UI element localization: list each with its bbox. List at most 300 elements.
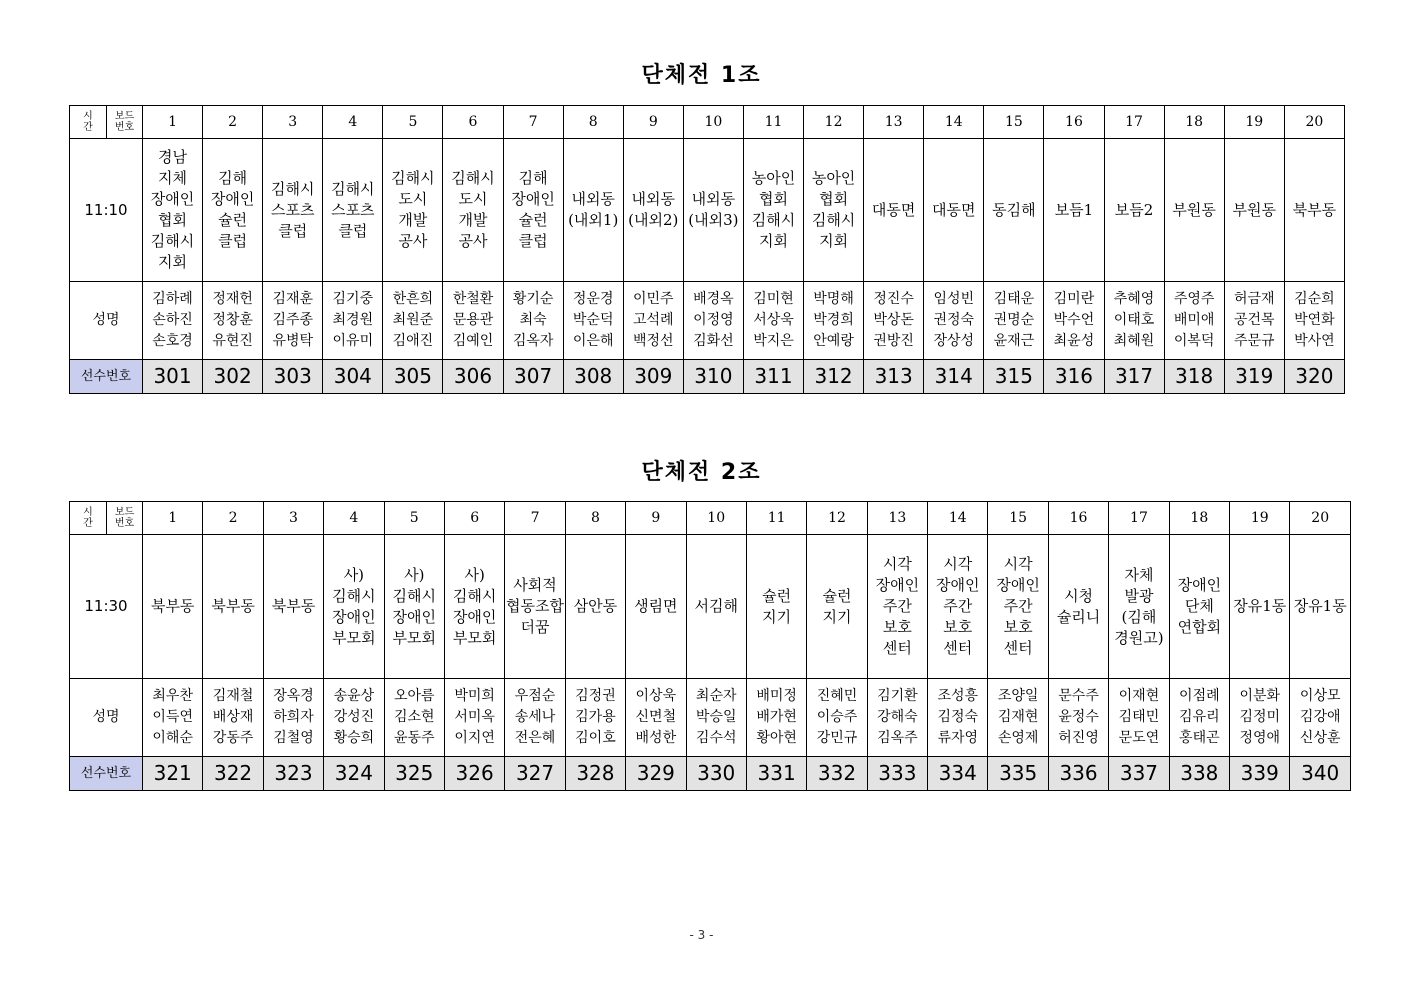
player-number-text: 330 [697, 761, 736, 785]
player-number [683, 360, 743, 394]
player-number [623, 360, 683, 394]
player-number-text: 302 [213, 364, 252, 388]
player-names-row [70, 679, 1351, 757]
player-names-text: 김정권 김가용 김이호 [575, 688, 616, 746]
player-names [563, 282, 623, 360]
board-number [1284, 106, 1344, 139]
player-names [1104, 282, 1164, 360]
team-name-text: 장애인 단체 연합회 [1177, 576, 1222, 636]
team-name-text: 김해시 도시 개발 공사 [391, 169, 435, 250]
board-number-text: 1 [168, 509, 178, 526]
player-names [383, 282, 443, 360]
team-name [383, 139, 443, 282]
player-number-text: 337 [1119, 761, 1159, 785]
player-number-text: 314 [934, 364, 973, 388]
player-number [383, 360, 443, 394]
board-number [743, 106, 803, 139]
player-number [988, 757, 1048, 791]
board-number [807, 502, 867, 535]
player-names-text: 이재현 김태민 문도연 [1118, 688, 1160, 746]
team-row [70, 139, 1345, 282]
team-row [70, 535, 1351, 679]
player-names-text: 조양일 김재현 손영제 [997, 688, 1039, 746]
board-number-text: 19 [1250, 509, 1269, 526]
team-name-text: 슐런 지기 [762, 586, 792, 626]
player-number [263, 360, 323, 394]
player-number-text: 325 [395, 761, 434, 785]
player-names-text: 김하례 손하진 손호경 [152, 291, 193, 349]
time-header-label: 시 간 [70, 502, 107, 534]
board-number [683, 106, 743, 139]
board-number [623, 106, 683, 139]
board-number [383, 106, 443, 139]
team-name-text: 김해시 스포츠 클럽 [331, 179, 375, 240]
corner-cell [70, 106, 143, 139]
player-names [503, 282, 563, 360]
player-number [686, 757, 746, 791]
team-name-text: 내외동 (내외3) [688, 190, 739, 229]
player-number-text: 309 [634, 364, 673, 388]
board-number [565, 502, 625, 535]
team-name [928, 535, 988, 679]
player-names-text: 한철환 문용관 김예인 [452, 291, 494, 349]
player-number [384, 757, 444, 791]
player-names [1290, 679, 1351, 757]
group-2-title: 단체전 2조 [641, 460, 762, 485]
player-number [626, 757, 686, 791]
board-number [563, 106, 623, 139]
board-number [263, 502, 323, 535]
player-number-text: 317 [1114, 364, 1154, 388]
player-number [746, 757, 806, 791]
player-number [1048, 757, 1108, 791]
board-number [143, 106, 203, 139]
team-name-text: 북부동 [271, 597, 316, 615]
board-number-text: 16 [1069, 509, 1088, 526]
board-number-text: 9 [651, 509, 661, 526]
board-number-text: 9 [648, 113, 658, 130]
player-names [686, 679, 746, 757]
player-number-text: 318 [1175, 364, 1214, 388]
player-names-text: 장옥경 하희자 김철영 [273, 688, 314, 746]
board-number [867, 502, 927, 535]
team-name-text: 보듬2 [1114, 200, 1154, 219]
team-name-text: 자체 발광 (김해 경원고) [1114, 565, 1164, 647]
player-names [807, 679, 867, 757]
board-number-text: 18 [1185, 113, 1204, 130]
team-name-text: 시각 장애인 주간 보호 센터 [936, 555, 980, 657]
player-number-text: 304 [333, 364, 372, 388]
board-number-text: 13 [888, 509, 907, 526]
player-names-text: 이상모 김강애 신상훈 [1299, 688, 1341, 746]
board-number-text: 10 [707, 509, 726, 526]
player-number-text: 310 [694, 364, 733, 388]
team-name-text: 삼안동 [573, 597, 618, 615]
team-name-text: 사) 김해시 장애인 부모회 [452, 565, 497, 647]
player-number [1109, 757, 1169, 791]
board-number-text: 20 [1305, 113, 1324, 130]
start-time: 11:10 [70, 139, 143, 282]
player-names-text: 최순자 박승일 김수석 [695, 688, 737, 746]
player-names-text: 이분화 김정미 정영애 [1239, 688, 1281, 746]
team-name [924, 139, 984, 282]
player-number-text: 313 [874, 364, 913, 388]
team-name [143, 139, 203, 282]
player-names [924, 282, 984, 360]
player-names-text: 최우찬 이득연 이해순 [152, 688, 193, 746]
board-number-text: 2 [228, 113, 238, 130]
team-name-text: 사회적 협동조합 더꿈 [506, 576, 565, 636]
player-names [384, 679, 444, 757]
player-names-text: 허금재 공건목 주문규 [1233, 291, 1275, 349]
time-header-label: 시 간 [70, 106, 107, 138]
board-number [203, 502, 263, 535]
team-name-text: 김해 장애인 슐런 클럽 [210, 169, 255, 250]
player-names [988, 679, 1048, 757]
group-1-table [69, 105, 1345, 394]
board-number-text: 3 [289, 509, 298, 526]
player-number [984, 360, 1044, 394]
team-name [743, 139, 803, 282]
team-name [1169, 535, 1229, 679]
board-number-text: 12 [828, 509, 846, 526]
team-name [505, 535, 565, 679]
player-number [563, 360, 623, 394]
board-number-text: 4 [348, 113, 358, 130]
player-names-text: 한흔희 최원준 김애진 [392, 291, 434, 349]
team-name [143, 535, 203, 679]
team-name [263, 535, 323, 679]
player-number-text: 319 [1235, 364, 1274, 388]
board-number [203, 106, 263, 139]
board-number-text: 14 [948, 509, 967, 526]
player-number-text: 323 [274, 761, 313, 785]
board-number-text: 15 [1009, 509, 1028, 526]
player-names [263, 282, 323, 360]
team-name-text: 북부동 [1292, 200, 1337, 219]
board-number [323, 106, 383, 139]
board-header-label: 보드 번호 [114, 507, 135, 529]
team-name [1224, 139, 1284, 282]
team-name [565, 535, 625, 679]
board-number-text: 15 [1004, 113, 1023, 130]
board-number-text: 5 [409, 509, 419, 526]
board-number-text: 14 [944, 113, 963, 130]
player-names-text: 임성빈 권정숙 장상성 [933, 291, 975, 349]
board-number-text: 17 [1130, 509, 1148, 526]
board-number-text: 11 [767, 509, 786, 526]
board-header-row [70, 106, 1345, 139]
board-number [1290, 502, 1351, 535]
player-number-text: 335 [999, 761, 1038, 785]
board-number [686, 502, 746, 535]
board-number-text: 11 [764, 113, 783, 130]
team-name [324, 535, 384, 679]
player-number-text: 307 [514, 364, 553, 388]
board-number [263, 106, 323, 139]
board-number-text: 1 [168, 113, 177, 130]
player-number-text: 336 [1059, 761, 1098, 785]
player-names-row [70, 282, 1345, 360]
team-name-text: 사) 김해시 장애인 부모회 [332, 565, 376, 647]
board-number [1048, 502, 1108, 535]
team-name [563, 139, 623, 282]
team-name-text: 농아인 협회 김해시 지회 [811, 169, 856, 250]
team-name-text: 장유1동 [1293, 597, 1347, 615]
board-number-text: 18 [1190, 509, 1209, 526]
player-number [1284, 360, 1344, 394]
board-number [1230, 502, 1290, 535]
team-name [503, 139, 563, 282]
team-name [683, 139, 743, 282]
board-number [924, 106, 984, 139]
player-names [1048, 679, 1108, 757]
player-number-row [70, 360, 1345, 394]
player-names-text: 김기환 강해숙 김옥주 [877, 688, 918, 746]
player-names-text: 김순희 박연화 박사연 [1294, 291, 1335, 349]
name-row-label: 성명 [70, 282, 143, 360]
player-names-text: 김재철 배상재 강동주 [212, 688, 254, 746]
board-number-text: 6 [468, 113, 478, 130]
player-names-text: 정운경 박순덕 이은해 [572, 291, 614, 349]
board-number-text: 4 [349, 509, 359, 526]
player-names [203, 679, 263, 757]
board-number [1044, 106, 1104, 139]
team-name [807, 535, 867, 679]
player-number-text: 340 [1301, 761, 1340, 785]
team-name [444, 535, 504, 679]
team-name-text: 농아인 협회 김해시 지회 [751, 169, 796, 250]
player-names [263, 679, 323, 757]
board-header-row [70, 502, 1351, 535]
board-number [505, 502, 565, 535]
player-number [203, 757, 263, 791]
player-number-text: 328 [576, 761, 615, 785]
player-number [444, 757, 504, 791]
player-names [1164, 282, 1224, 360]
board-number [444, 502, 504, 535]
player-names-text: 주영주 배미애 이복덕 [1173, 291, 1215, 349]
team-name [864, 139, 924, 282]
team-name [384, 535, 444, 679]
player-names-text: 이점례 김유리 홍태곤 [1179, 688, 1220, 746]
player-number-text: 301 [153, 364, 192, 388]
player-names [928, 679, 988, 757]
board-number-text: 19 [1245, 113, 1264, 130]
team-name [1164, 139, 1224, 282]
player-number [143, 360, 203, 394]
player-number-text: 333 [878, 761, 917, 785]
team-name-text: 시청 슐리니 [1056, 586, 1101, 626]
player-names [324, 679, 384, 757]
team-name-text: 사) 김해시 장애인 부모회 [392, 565, 436, 647]
team-name [1104, 139, 1164, 282]
team-name-text: 부원동 [1232, 200, 1276, 219]
board-number [1169, 502, 1229, 535]
player-number-text: 329 [636, 761, 675, 785]
board-number-text: 7 [530, 509, 540, 526]
team-name-text: 내외동 (내외1) [568, 190, 619, 229]
team-name-text: 내외동 (내외2) [628, 190, 679, 229]
player-number [743, 360, 803, 394]
player-number [505, 757, 565, 791]
player-names-text: 우점순 송세나 전은혜 [514, 688, 556, 746]
board-number [984, 106, 1044, 139]
player-names [626, 679, 686, 757]
team-name [867, 535, 927, 679]
player-number-text: 320 [1295, 364, 1334, 388]
player-number [924, 360, 984, 394]
player-number [804, 360, 864, 394]
player-number [928, 757, 988, 791]
player-names-text: 이민주 고석례 백정선 [633, 291, 674, 349]
team-name [804, 139, 864, 282]
player-names-text: 이상욱 신면철 배성한 [635, 688, 677, 746]
board-number [804, 106, 864, 139]
board-header-label: 보드 번호 [114, 111, 135, 133]
team-name [746, 535, 806, 679]
player-number-row [70, 757, 1351, 791]
player-names [323, 282, 383, 360]
player-number-text: 339 [1240, 761, 1279, 785]
player-names-text: 조성흥 김정숙 류자영 [937, 688, 979, 746]
player-names [565, 679, 625, 757]
team-name [988, 535, 1048, 679]
team-name-text: 보듬1 [1054, 200, 1094, 219]
player-names [867, 679, 927, 757]
board-number-text: 17 [1125, 113, 1143, 130]
player-number-text: 334 [938, 761, 977, 785]
team-name-text: 경남 지체 장애인 협회 김해시 지회 [150, 148, 195, 271]
board-number [864, 106, 924, 139]
board-number-text: 10 [704, 113, 723, 130]
player-names [984, 282, 1044, 360]
board-number-text: 5 [408, 113, 418, 130]
player-number [143, 757, 203, 791]
player-names [1230, 679, 1290, 757]
player-number-text: 322 [213, 761, 253, 785]
player-number-text: 321 [153, 761, 192, 785]
player-names [746, 679, 806, 757]
page-number: - 3 - [689, 928, 714, 942]
board-number [746, 502, 806, 535]
player-names [1109, 679, 1169, 757]
board-number [1104, 106, 1164, 139]
team-name-text: 대동면 [871, 200, 916, 219]
team-name-text: 생림면 [634, 597, 678, 615]
player-number [1230, 757, 1290, 791]
team-name [626, 535, 686, 679]
board-number [443, 106, 503, 139]
board-number-text: 20 [1311, 509, 1330, 526]
board-number-text: 13 [884, 113, 903, 130]
board-number-text: 12 [824, 113, 843, 130]
team-name [1290, 535, 1351, 679]
player-number-text: 316 [1054, 364, 1094, 388]
player-number-text: 332 [817, 761, 857, 785]
player-number [565, 757, 625, 791]
player-names-text: 배미정 배가현 황아현 [756, 688, 797, 746]
player-number-text: 312 [814, 364, 853, 388]
team-name-text: 시각 장애인 주간 보호 센터 [996, 555, 1040, 657]
player-names [143, 282, 203, 360]
player-names [505, 679, 565, 757]
team-name [1048, 535, 1108, 679]
player-names-text: 진혜민 이승주 강민규 [816, 688, 858, 746]
player-number [503, 360, 563, 394]
player-number-text: 311 [754, 364, 793, 388]
board-number [143, 502, 203, 535]
player-number [807, 757, 867, 791]
team-name-text: 김해 장애인 슐런 클럽 [511, 169, 555, 250]
player-names [864, 282, 924, 360]
player-number [867, 757, 927, 791]
player-names-text: 정진수 박상돈 권방진 [873, 291, 914, 349]
group-2-table [69, 501, 1351, 791]
team-name-text: 시각 장애인 주간 보호 센터 [875, 555, 920, 657]
player-names-text: 박미희 서미옥 이지연 [454, 688, 495, 746]
player-names-text: 배경옥 이정영 김화선 [693, 291, 734, 349]
team-name-text: 김해시 도시 개발 공사 [451, 169, 495, 250]
team-name [686, 535, 746, 679]
board-number-text: 2 [228, 509, 238, 526]
player-names [1284, 282, 1344, 360]
player-names-text: 김기중 최경원 이유미 [332, 291, 374, 349]
board-number [928, 502, 988, 535]
player-number [1044, 360, 1104, 394]
team-name [1044, 139, 1104, 282]
board-number [1164, 106, 1224, 139]
team-name [1230, 535, 1290, 679]
board-number-text: 8 [588, 113, 598, 130]
team-name [323, 139, 383, 282]
team-name-text: 동김해 [992, 200, 1036, 219]
player-number [864, 360, 924, 394]
player-number-text: 327 [515, 761, 555, 785]
team-name-text: 부원동 [1172, 200, 1216, 219]
team-name [1109, 535, 1169, 679]
player-number [1169, 757, 1229, 791]
team-name-text: 슐런 지기 [822, 586, 852, 626]
player-number [324, 757, 384, 791]
team-name [203, 139, 263, 282]
player-names [1044, 282, 1104, 360]
player-names-text: 박명해 박경희 안예랑 [813, 291, 854, 349]
player-names-text: 문수주 윤정수 허진영 [1058, 688, 1099, 746]
player-number [443, 360, 503, 394]
player-names [623, 282, 683, 360]
player-names [203, 282, 263, 360]
board-number-text: 16 [1065, 113, 1083, 130]
player-names-text: 정재헌 정창훈 유현진 [212, 291, 253, 349]
team-name-text: 김해시 스포츠 클럽 [270, 179, 315, 240]
player-number-text: 315 [994, 364, 1033, 388]
team-name-text: 북부동 [150, 597, 195, 615]
team-name [1284, 139, 1344, 282]
player-number [1164, 360, 1224, 394]
team-name-text: 대동면 [932, 200, 976, 219]
player-names-text: 김재훈 김주종 유병탁 [272, 291, 314, 349]
player-number [203, 360, 263, 394]
board-number-text: 7 [528, 113, 538, 130]
player-number [1104, 360, 1164, 394]
player-names-text: 김태운 권명순 윤재근 [993, 291, 1035, 349]
player-names [443, 282, 503, 360]
player-number-text: 331 [757, 761, 796, 785]
player-number [1224, 360, 1284, 394]
player-names [444, 679, 504, 757]
number-row-label: 선수번호 [70, 757, 143, 791]
